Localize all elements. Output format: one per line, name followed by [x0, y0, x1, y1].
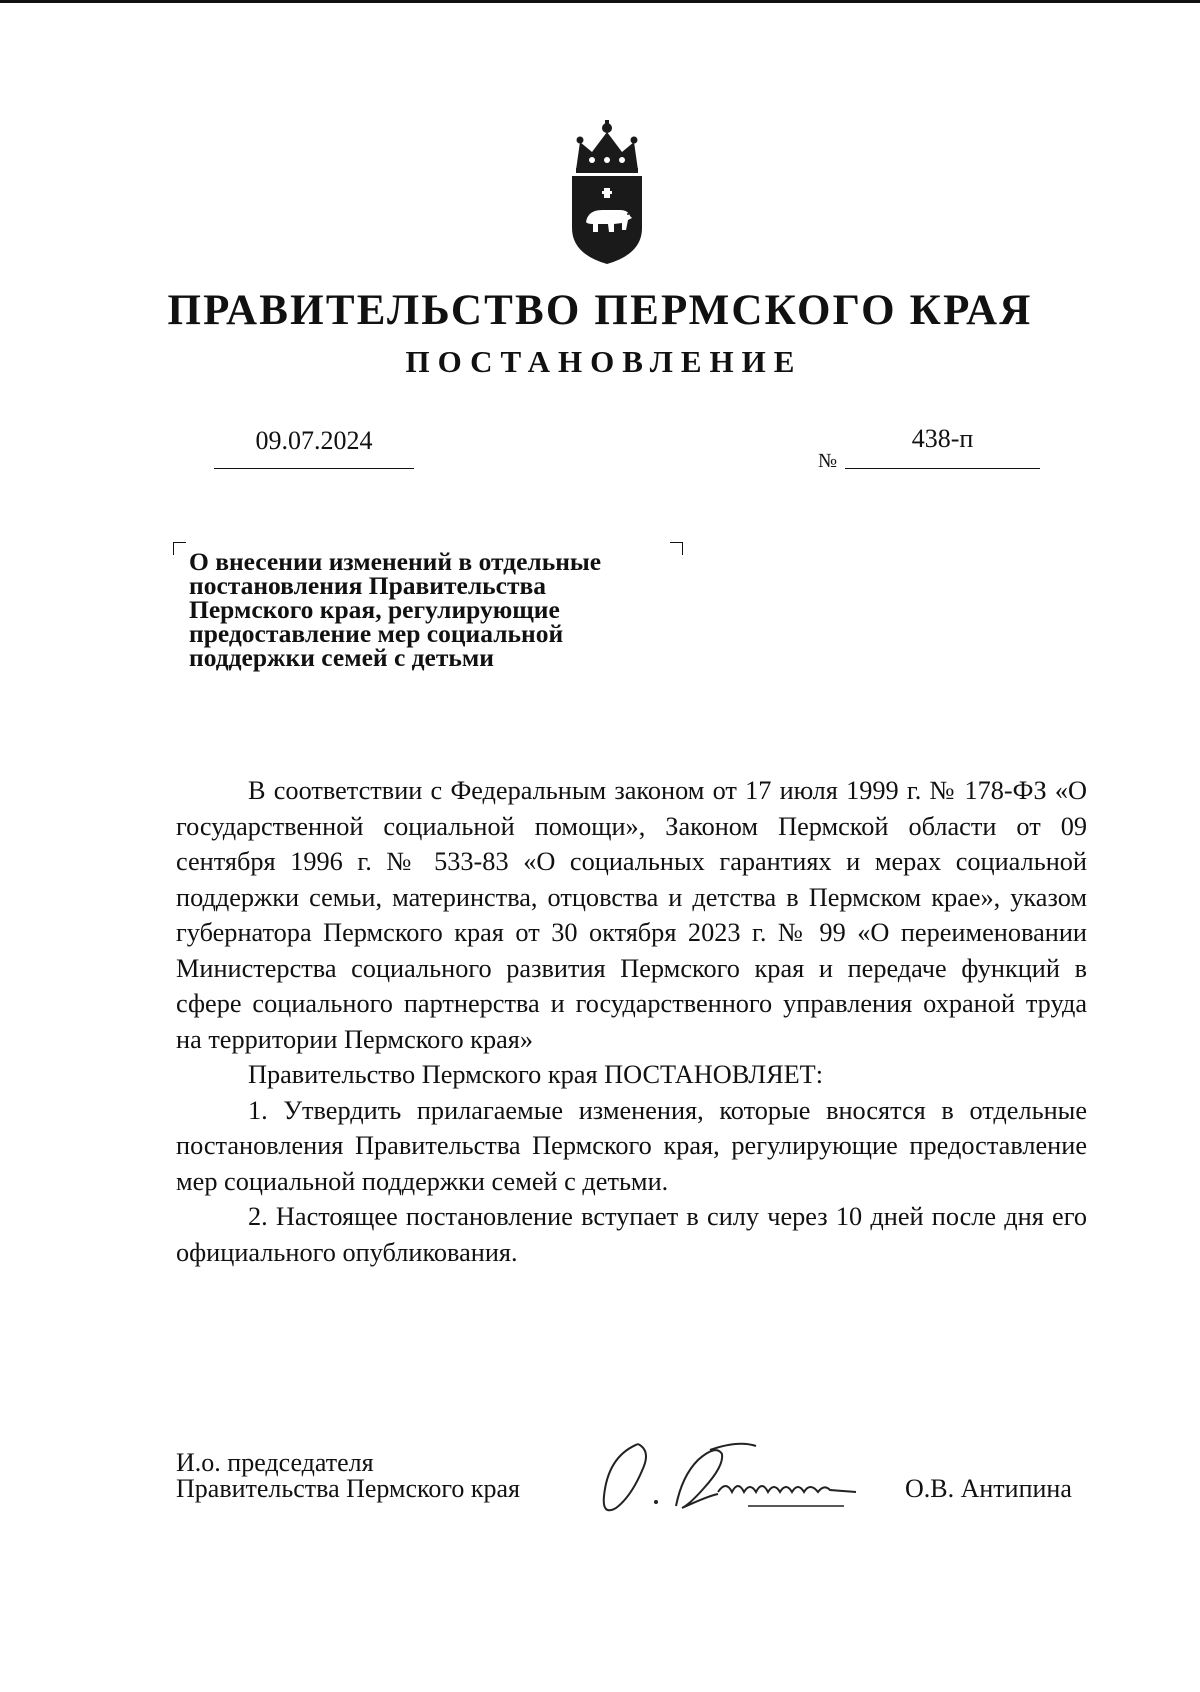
- clause-paragraph: 1. Утвердить прилагаемые изменения, которые вносятся в отдельные постановления Правительства Пермского края, регулирующие предоставление мер социальной поддержки семей с детьми.: [176, 1095, 1087, 1196]
- subject-line: Пермского края, регулирующие: [189, 595, 560, 624]
- organization-title: ПРАВИТЕЛЬСТВО ПЕРМСКОГО КРАЯ: [167, 287, 1033, 334]
- number-label: №: [818, 450, 838, 472]
- signatory-title: [176, 1450, 520, 1502]
- document-subject: [189, 547, 689, 672]
- signatory-title-line: И.о. председателя: [176, 1448, 374, 1477]
- handwritten-signature: [598, 1436, 918, 1526]
- scan-top-border: [0, 0, 1200, 3]
- preamble-paragraph: В соответствии с Федеральным законом от 17 июля 1999 г. № 178-ФЗ «О государственной социальной помощи», Законом Пермской области от 09 сентября 1996 г. № 533-83 «О социальных гарантиях и мерах социальной поддержки семьи, материнства, отцовства и детства в Пермском крае», указом губернатора Пермского края от 30 октября 2023 г. № 99 «О переименовании Министерства социального развития Пермского края и передаче функций в сфере социального партнерства и государственного управления охраной труда на территории Пермского края»: [176, 776, 1087, 1054]
- resolution-statement: Правительство Пермского края ПОСТАНОВЛЯЕТ:: [248, 1060, 824, 1089]
- document-body: [176, 773, 1087, 1270]
- subject-line: предоставление мер социальной: [189, 619, 564, 648]
- date-underline: [214, 468, 414, 469]
- subject-line: постановления Правительства: [189, 571, 546, 600]
- subject-bracket-left: [173, 542, 186, 555]
- number-underline: [845, 468, 1040, 469]
- subject-line: поддержки семей с детьми: [189, 643, 494, 672]
- coat-of-arms-icon: [562, 118, 652, 268]
- document-type: ПОСТАНОВЛЕНИЕ: [405, 344, 803, 379]
- subject-line: О внесении изменений в отдельные: [189, 547, 602, 576]
- document-date: 09.07.2024: [255, 426, 373, 455]
- signatory-name: О.В. Антипина: [905, 1474, 1072, 1503]
- document-number: 438-п: [911, 424, 974, 453]
- clause-paragraph: 2. Настоящее постановление вступает в силу через 10 дней после дня его официального опубликования.: [176, 1202, 1087, 1267]
- signatory-title-line: Правительства Пермского края: [176, 1474, 520, 1503]
